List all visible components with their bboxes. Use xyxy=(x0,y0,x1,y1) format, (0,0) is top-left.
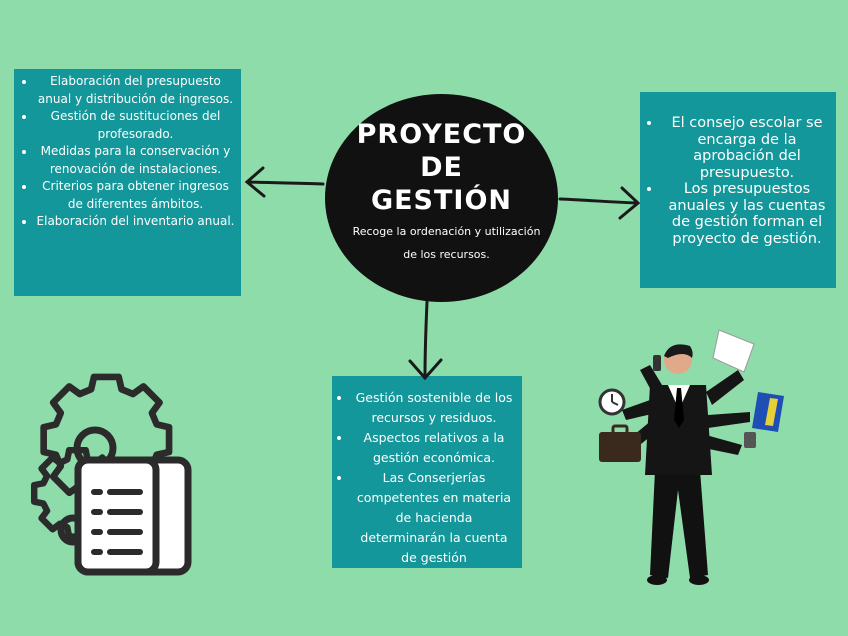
list-item: • El consejo escolar se encarga de la aprobación del presupuesto. xyxy=(662,115,832,181)
list-item: • Medidas para la conservación y renovación de instalaciones. xyxy=(36,143,235,178)
bottom-list xyxy=(338,388,516,568)
title-line: DE xyxy=(420,152,463,183)
list-item: • Gestión sostenible de los recursos y residuos. xyxy=(352,388,516,428)
left-info-box xyxy=(14,69,241,296)
central-title xyxy=(325,118,558,217)
list-item: • Las Conserjerías competentes en materia de hacienda determinarán la cuenta de gestión xyxy=(352,468,516,568)
list-item: • Elaboración del inventario anual. xyxy=(36,213,235,231)
central-subtitle: Recoge la ordenación y utilización de los recursos. xyxy=(352,225,541,261)
central-topic-circle xyxy=(325,94,558,302)
list-item: • Los presupuestos anuales y las cuentas de gestión forman el proyecto de gestión. xyxy=(662,181,832,247)
title-line: PROYECTO xyxy=(356,119,527,150)
list-item: • Gestión de sustituciones del profesorado. xyxy=(36,108,235,143)
title-line: GESTIÓN xyxy=(370,185,513,216)
right-info-box xyxy=(640,92,836,288)
list-item: • Criterios para obtener ingresos de diferentes ámbitos. xyxy=(36,178,235,213)
bottom-info-box xyxy=(332,376,522,568)
list-item: • Elaboración del presupuesto anual y distribución de ingresos. xyxy=(36,73,235,108)
list-item: • Aspectos relativos a la gestión económica. xyxy=(352,428,516,468)
right-list xyxy=(648,115,832,247)
left-list xyxy=(22,73,235,231)
